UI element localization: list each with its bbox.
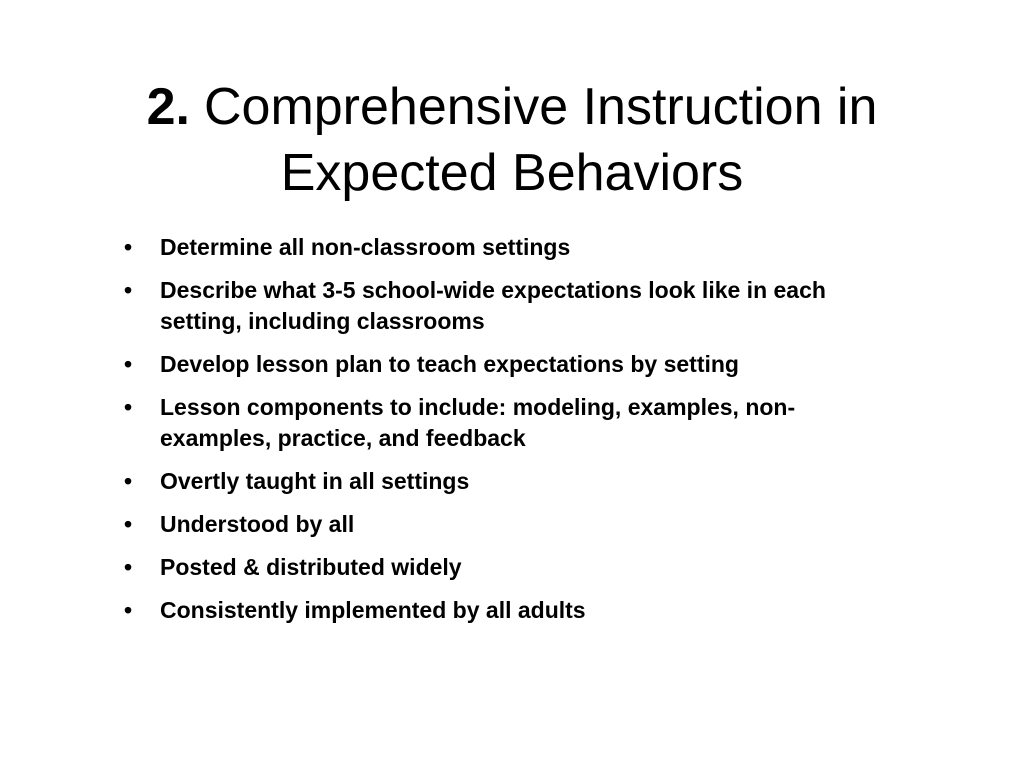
bullet-icon: • bbox=[124, 351, 133, 377]
bullet-icon: • bbox=[124, 468, 133, 494]
bullet-item bbox=[124, 466, 844, 497]
slide-title-number: 2. bbox=[146, 78, 190, 136]
bullet-icon: • bbox=[124, 597, 133, 623]
slide-title-text: Comprehensive Instruction in Expected Behaviors bbox=[203, 78, 878, 202]
bullet-text: Determine all non-classroom settings bbox=[160, 234, 571, 260]
bullet-icon: • bbox=[124, 394, 133, 420]
bullet-item bbox=[124, 349, 844, 380]
bullet-icon: • bbox=[124, 234, 133, 260]
bullet-item bbox=[124, 509, 844, 540]
bullet-text: Posted & distributed widely bbox=[160, 554, 462, 580]
bullet-item bbox=[124, 392, 844, 454]
bullet-list bbox=[124, 232, 844, 638]
bullet-item bbox=[124, 552, 844, 583]
bullet-item bbox=[124, 595, 844, 626]
bullet-text: Lesson components to include: modeling, examples, non-examples, practice, and feedback bbox=[160, 394, 796, 451]
slide-title bbox=[60, 74, 964, 206]
bullet-text: Describe what 3-5 school-wide expectations look like in each setting, including classrooms bbox=[160, 277, 826, 334]
bullet-item bbox=[124, 275, 844, 337]
bullet-text: Develop lesson plan to teach expectations by setting bbox=[160, 351, 739, 377]
bullet-item bbox=[124, 232, 844, 263]
bullet-icon: • bbox=[124, 511, 133, 537]
bullet-text: Understood by all bbox=[160, 511, 355, 537]
bullet-text: Consistently implemented by all adults bbox=[160, 597, 586, 623]
bullet-text: Overtly taught in all settings bbox=[160, 468, 470, 494]
bullet-icon: • bbox=[124, 554, 133, 580]
bullet-icon: • bbox=[124, 277, 133, 303]
